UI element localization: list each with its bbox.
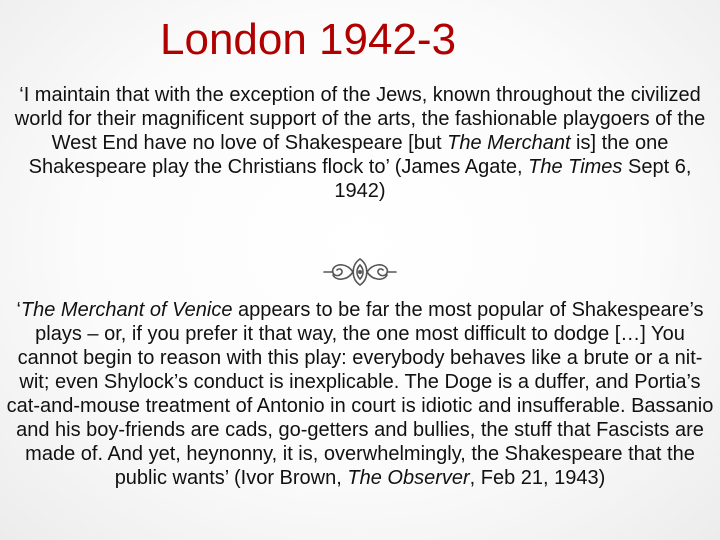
slide-title: London 1942-3 (160, 15, 457, 64)
agate-quote-text-3: Sept 6, 1942) (334, 156, 692, 202)
brown-quote-newspaper: The Observer (347, 467, 470, 489)
brown-quote-text-1: ‘ (16, 299, 21, 321)
agate-quote-text-2: is] the one Shakespeare play the Christians flock to’ (James Agate, (28, 132, 669, 178)
scroll-flourish-icon (322, 254, 398, 290)
agate-quote-play-title: The Merchant (447, 132, 571, 154)
brown-quote-play-title: The Merchant of Venice (20, 299, 233, 321)
agate-quote-newspaper: The Times (528, 156, 623, 178)
agate-quote-text-1: ‘I maintain that with the exception of the Jews, known throughout the civilized world for their magnificent support of the arts, the fashionable playgoers of the West End have no love of Shakespeare [but (14, 84, 706, 154)
agate-quote (4, 83, 716, 203)
brown-quote-text-2: appears to be far the most popular of Shakespeare’s plays – or, if you prefer it that way, the one most difficult to dodge […] You cannot begin to reason with this play: everybody behaves like a brute or a nit-wit; even Shylock’s conduct is inexplicable. The Doge is a duffer, and Portia’s cat-and-mouse treatment of Antonio in court is idiotic and insufferable. Bassanio and his boy-friends are cads, go-getters and bullies, the stuff that Fascists are made of. And yet, heynonny, it is, overwhelmingly, the Shakespeare that the public wants’ (Ivor Brown, (6, 299, 714, 489)
brown-quote (4, 298, 716, 490)
brown-quote-text-3: , Feb 21, 1943) (469, 467, 606, 489)
